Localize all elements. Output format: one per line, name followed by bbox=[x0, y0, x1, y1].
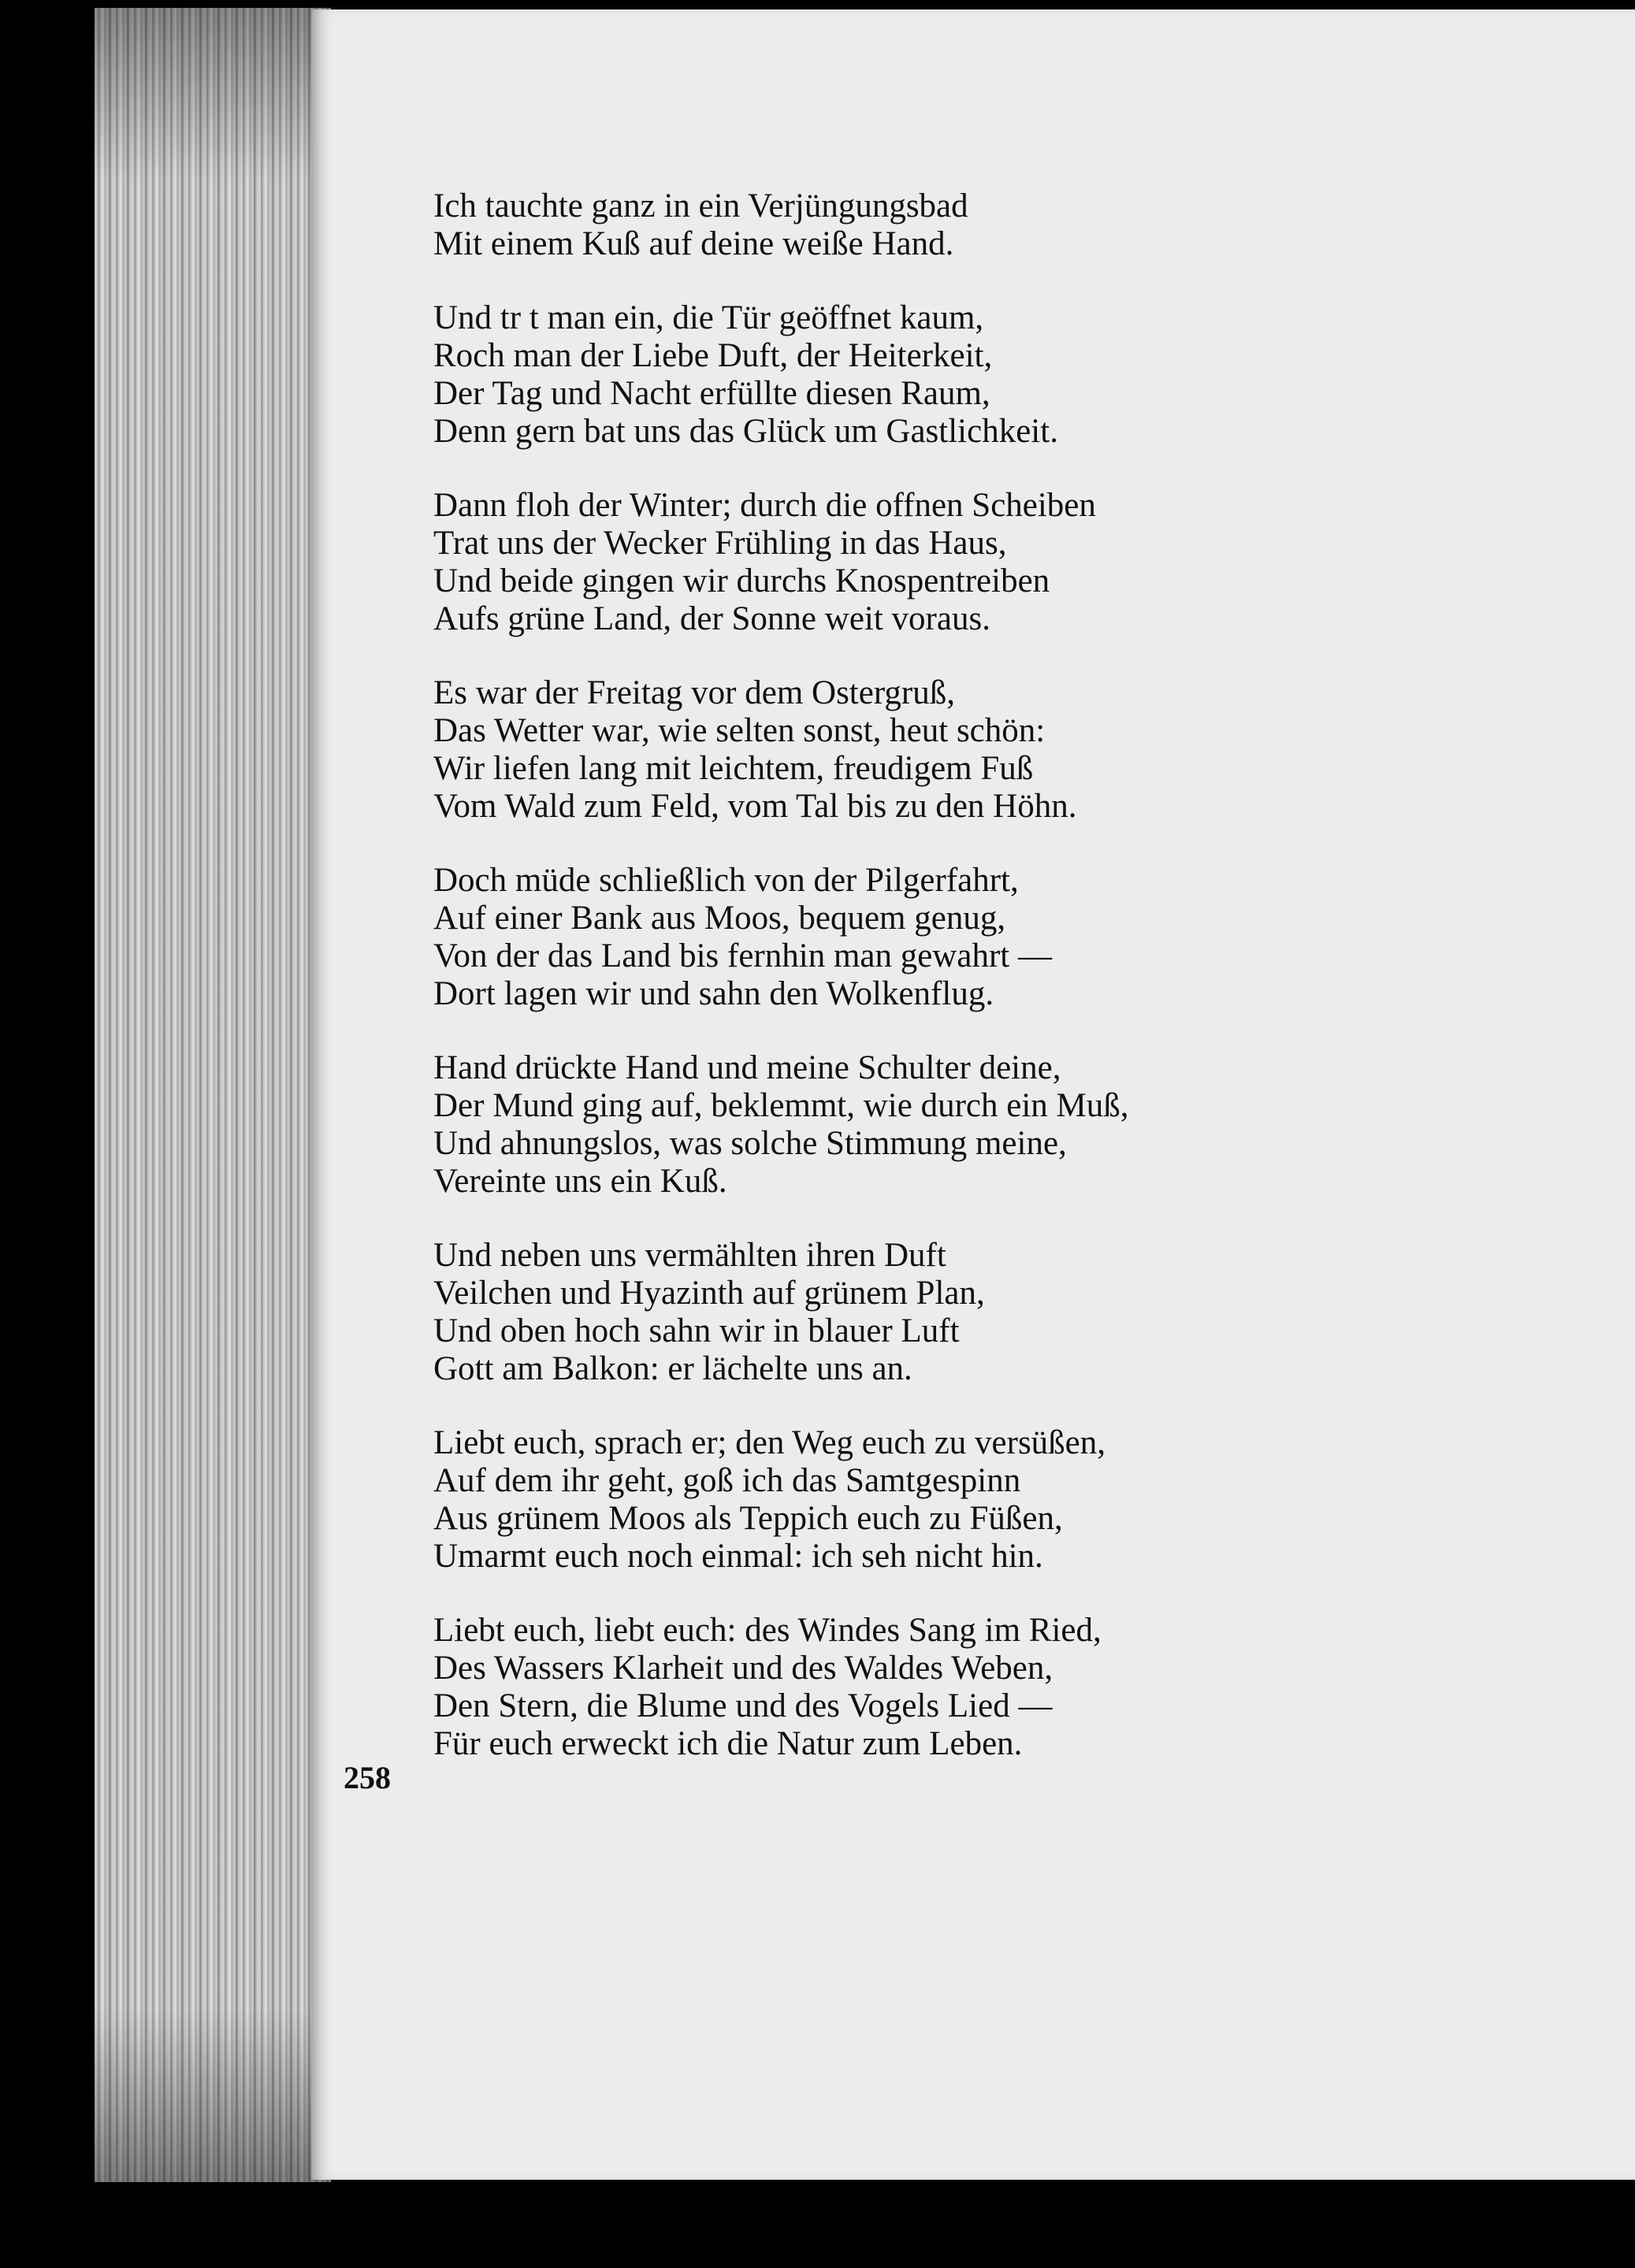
poem-line: Gott am Balkon: er lächelte uns an. bbox=[433, 1350, 912, 1387]
poem-line: Wir liefen lang mit leichtem, freudigem Fuß bbox=[433, 750, 1034, 787]
poem-line: Hand drückte Hand und meine Schulter deine, bbox=[433, 1049, 1061, 1086]
stanza-4 bbox=[433, 674, 1316, 826]
poem-line: Des Wassers Klarheit und des Waldes Weben, bbox=[433, 1650, 1053, 1687]
poem-line: Liebt euch, sprach er; den Weg euch zu versüßen, bbox=[433, 1424, 1106, 1461]
poem-line: Für euch erweckt ich die Natur zum Leben. bbox=[433, 1725, 1023, 1762]
poem-line: Und beide gingen wir durchs Knospentreiben bbox=[433, 562, 1050, 599]
poem-line: Trat uns der Wecker Frühling in das Haus, bbox=[433, 525, 1007, 562]
stanza-2 bbox=[433, 299, 1316, 451]
stanza-5 bbox=[433, 862, 1316, 1013]
poem-line: Es war der Freitag vor dem Ostergruß, bbox=[433, 674, 955, 711]
poem-line: Ich tauchte ganz in ein Verjüngungsbad bbox=[433, 187, 968, 225]
poem-line: Der Tag und Nacht erfüllte diesen Raum, bbox=[433, 375, 990, 412]
poem-line: Und neben uns vermählten ihren Duft bbox=[433, 1237, 946, 1274]
book-page-edge bbox=[95, 8, 331, 2182]
poem-line: Dort lagen wir und sahn den Wolkenflug. bbox=[433, 975, 994, 1012]
poem-line: Das Wetter war, wie selten sonst, heut schön: bbox=[433, 712, 1046, 749]
stanza-8 bbox=[433, 1424, 1316, 1576]
poem-line: Liebt euch, liebt euch: des Windes Sang im Ried, bbox=[433, 1612, 1102, 1649]
poem-line: Von der das Land bis fernhin man gewahrt — bbox=[433, 937, 1052, 974]
poem-line: Und oben hoch sahn wir in blauer Luft bbox=[433, 1312, 960, 1349]
poem-line: Mit einem Kuß auf deine weiße Hand. bbox=[433, 225, 954, 262]
stanza-9 bbox=[433, 1612, 1316, 1763]
poem-line: Dann floh der Winter; durch die offnen Scheiben bbox=[433, 487, 1096, 524]
poem-line: Aus grünem Moos als Teppich euch zu Füßen, bbox=[433, 1500, 1063, 1537]
stanza-3 bbox=[433, 487, 1316, 638]
poem-line: Veilchen und Hyazinth auf grünem Plan, bbox=[433, 1275, 985, 1312]
poem-line: Roch man der Liebe Duft, der Heiterkeit, bbox=[433, 337, 993, 374]
poem-line: Der Mund ging auf, beklemmt, wie durch ein Muß, bbox=[433, 1087, 1129, 1124]
stanza-7 bbox=[433, 1237, 1316, 1388]
poem-line: Vom Wald zum Feld, vom Tal bis zu den Höhn. bbox=[433, 788, 1077, 825]
poem-line: Umarmt euch noch einmal: ich seh nicht hin. bbox=[433, 1538, 1043, 1575]
stanza-6 bbox=[433, 1049, 1316, 1201]
poem bbox=[433, 187, 1316, 1799]
stanza-1 bbox=[433, 187, 1316, 263]
poem-line: Und ahnungslos, was solche Stimmung meine, bbox=[433, 1125, 1067, 1162]
poem-line: Den Stern, die Blume und des Vogels Lied — bbox=[433, 1687, 1053, 1724]
poem-line: Auf einer Bank aus Moos, bequem genug, bbox=[433, 900, 1006, 937]
page-number: 258 bbox=[344, 1760, 391, 1795]
poem-line: Aufs grüne Land, der Sonne weit voraus. bbox=[433, 600, 990, 637]
poem-line: Doch müde schließlich von der Pilgerfahrt, bbox=[433, 862, 1019, 899]
poem-line: Vereinte uns ein Kuß. bbox=[433, 1163, 727, 1200]
poem-line: Denn gern bat uns das Glück um Gastlichkeit. bbox=[433, 413, 1058, 450]
poem-line: Und tr t man ein, die Tür geöffnet kaum, bbox=[433, 299, 984, 336]
poem-line: Auf dem ihr geht, goß ich das Samtgespinn bbox=[433, 1462, 1021, 1499]
